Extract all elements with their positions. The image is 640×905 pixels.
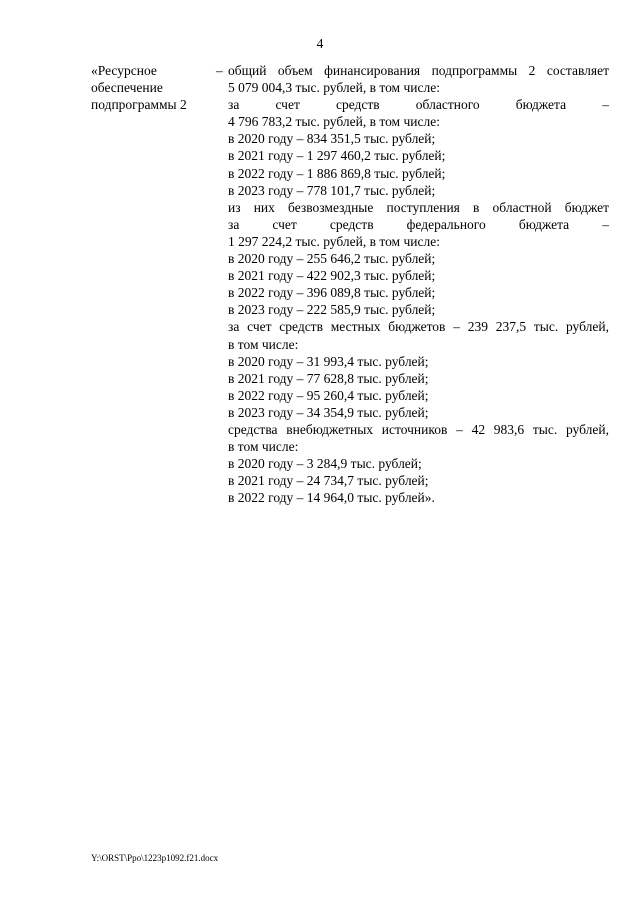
- file-path-footer: Y:\ORST\Ppo\1223p1092.f21.docx: [91, 853, 219, 863]
- body-line: за счет средств областного бюджета –: [228, 97, 609, 113]
- body-line: из них безвозмездные поступления в областной бюджет: [228, 199, 609, 215]
- body-line: средства внебюджетных источников – 42 983,6 тыс. рублей,: [228, 421, 609, 437]
- body-line: в 2023 году – 222 585,9 тыс. рублей;: [228, 302, 436, 318]
- page-number: 4: [316, 36, 324, 51]
- body-line: 4 796 783,2 тыс. рублей, в том числе:: [228, 114, 440, 130]
- body-line: в 2022 году – 1 886 869,8 тыс. рублей;: [228, 165, 446, 181]
- body-line: в 2022 году – 95 260,4 тыс. рублей;: [228, 387, 429, 403]
- body-line: в 2021 году – 77 628,8 тыс. рублей;: [228, 370, 429, 386]
- body-line: 1 297 224,2 тыс. рублей, в том числе:: [228, 233, 440, 249]
- row-body: [228, 62, 609, 506]
- body-line: в том числе:: [228, 439, 299, 455]
- row-label-line-3: подпрограммы 2: [91, 97, 187, 113]
- body-line: в 2020 году – 255 646,2 тыс. рублей;: [228, 251, 436, 267]
- body-line: в 2020 году – 834 351,5 тыс. рублей;: [228, 131, 436, 147]
- body-line: в 2021 году – 1 297 460,2 тыс. рублей;: [228, 148, 446, 164]
- resource-table: [91, 62, 611, 506]
- resource-row: [91, 62, 611, 506]
- body-line: в 2020 году – 31 993,4 тыс. рублей;: [228, 353, 429, 369]
- body-line: в 2023 году – 778 101,7 тыс. рублей;: [228, 182, 436, 198]
- body-line: в 2020 году – 3 284,9 тыс. рублей;: [228, 456, 422, 472]
- body-line: в 2021 году – 24 734,7 тыс. рублей;: [228, 473, 429, 489]
- body-line: за счет средств местных бюджетов – 239 237,5 тыс. рублей,: [228, 319, 609, 335]
- row-dash: –: [216, 63, 223, 78]
- body-line: в 2022 году – 14 964,0 тыс. рублей».: [228, 490, 435, 506]
- body-line: в том числе:: [228, 336, 299, 352]
- body-line: 5 079 004,3 тыс. рублей, в том числе:: [228, 80, 440, 96]
- row-label-line-1: «Ресурсное: [91, 63, 157, 78]
- row-label: [91, 62, 216, 506]
- body-line: в 2022 году – 396 089,8 тыс. рублей;: [228, 285, 436, 301]
- row-label-line-2: обеспечение: [91, 80, 163, 96]
- body-line: в 2021 году – 422 902,3 тыс. рублей;: [228, 268, 436, 284]
- body-line: за счет средств федерального бюджета –: [228, 216, 609, 232]
- body-line: общий объем финансирования подпрограммы 2 составляет: [228, 63, 609, 78]
- body-line: в 2023 году – 34 354,9 тыс. рублей;: [228, 404, 429, 420]
